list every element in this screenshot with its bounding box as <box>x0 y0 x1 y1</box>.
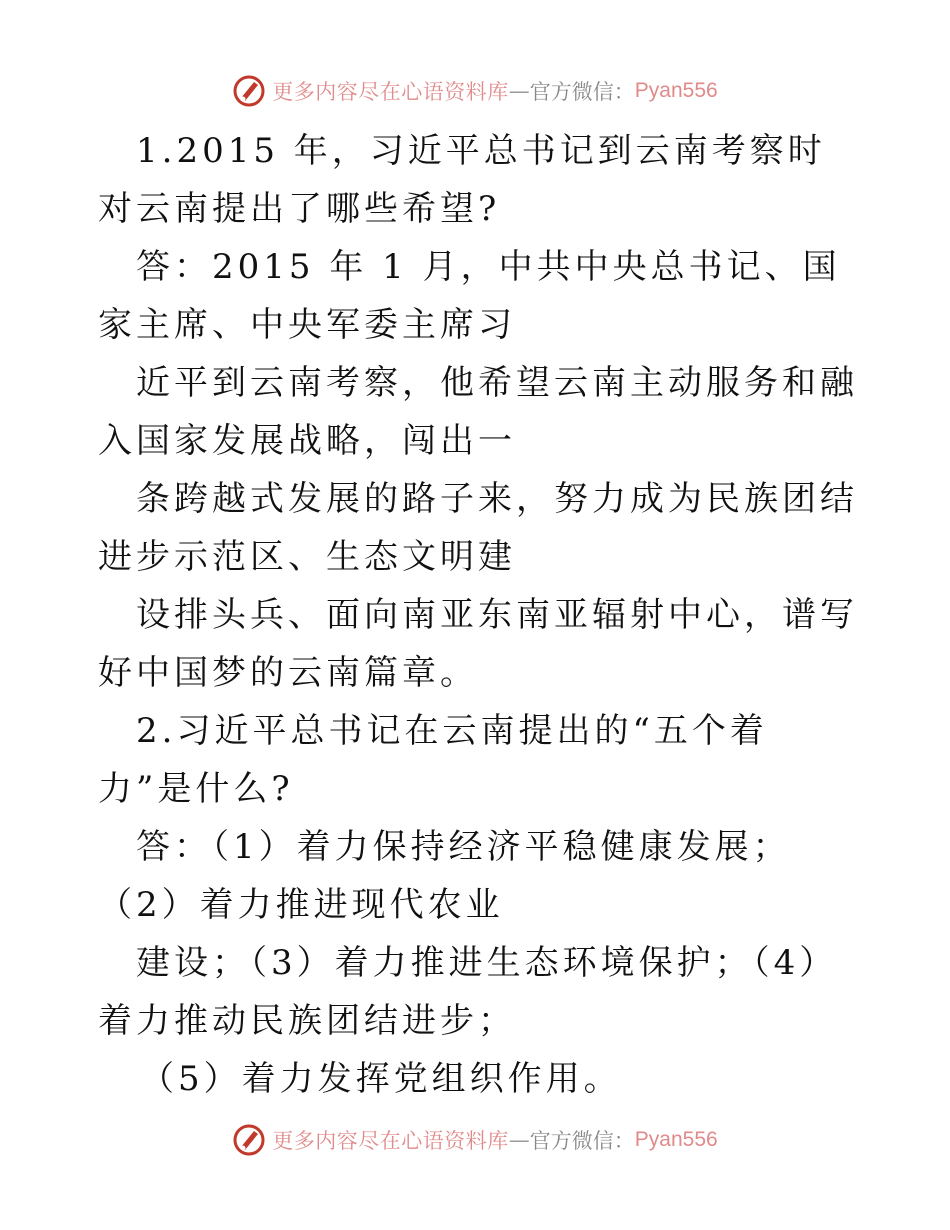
answer-1-line-3: 条跨越式发展的路子来，努力成为民族团结进步示范区、生态文明建 <box>98 479 858 577</box>
answer-2-line-1: 答：（1）着力保持经济平稳健康发展；（2）着力推进现代农业 <box>98 827 791 925</box>
header-official-label: 官方微信： <box>529 80 635 104</box>
answer-1-line-2: 近平到云南考察，他希望云南主动服务和融入国家发展战略，闯出一 <box>98 363 858 461</box>
header-banner <box>0 71 950 111</box>
brand-logo-icon <box>232 74 266 108</box>
answer-2-line-3: （5）着力发挥党组织作用。 <box>140 1059 622 1099</box>
document-body <box>98 122 858 1108</box>
footer-separator: — <box>508 1128 530 1152</box>
question-1: 1.2015 年，习近平总书记到云南考察时对云南提出了哪些希望? <box>98 131 826 229</box>
brand-logo-icon <box>232 1123 266 1157</box>
footer-official-label: 官方微信： <box>529 1129 635 1153</box>
footer-banner <box>0 1120 950 1160</box>
header-separator: — <box>508 79 530 103</box>
footer-wechat-id: Pyan556 <box>634 1128 718 1151</box>
answer-1-line-4: 设排头兵、面向南亚东南亚辐射中心，谱写好中国梦的云南篇章。 <box>98 595 858 693</box>
question-2: 2.习近平总书记在云南提出的“五个着力”是什么? <box>98 711 768 809</box>
answer-2-line-2: 建设；（3）着力推进生态环境保护；（4）着力推动民族团结进步； <box>98 943 838 1041</box>
answer-1-line-1: 答：2015 年 1 月，中共中央总书记、国家主席、中央军委主席习 <box>98 247 841 345</box>
header-wechat-id: Pyan556 <box>634 79 718 102</box>
header-brand-text: 更多内容尽在心语资料库 <box>272 80 509 104</box>
footer-brand-text: 更多内容尽在心语资料库 <box>272 1129 509 1153</box>
